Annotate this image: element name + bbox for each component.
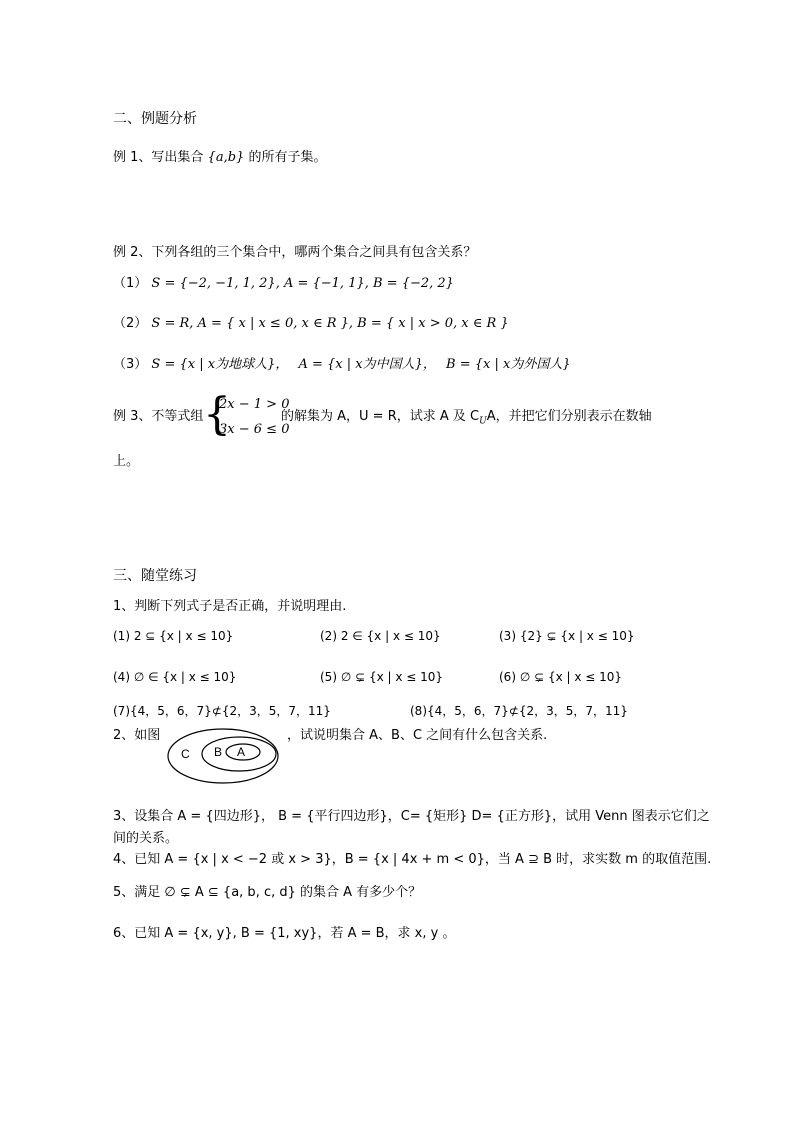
question-1-item-8: (8){4，5，6，7}⊄{2，3，5，7，11}: [410, 704, 628, 718]
complement-subscript: U: [479, 416, 487, 427]
example-1: [113, 149, 326, 167]
item-1-math: S = {−2, −1, 1, 2}, A = {−1, 1}, B = {−2, 2}: [151, 276, 454, 291]
question-3-line-1: 3、设集合 A = {四边形}， B = {平行四边形}，C= {矩形} D= {正方形}，试用 Venn 图表示它们之: [113, 809, 710, 824]
item-2-math: S = R, A = { x | x ≤ 0, x ∈ R }, B = { x | x > 0, x ∈ R }: [151, 316, 509, 331]
venn-label-c: C: [181, 747, 190, 761]
question-1-item-2: (2) 2 ∈ {x | x ≤ 10}: [320, 629, 441, 643]
venn-label-b: B: [214, 745, 223, 759]
system-brace: {: [203, 389, 231, 440]
question-2-prefix: 2、如图: [113, 728, 161, 743]
example-1-set: {a,b}: [207, 150, 245, 165]
question-4: 4、已知 A = {x | x < −2 或 x > 3}，B = {x | 4x + m < 0}，当 A ⊇ B 时，求实数 m 的取值范围.: [113, 852, 712, 867]
example-2-stem: 例 2、下列各组的三个集合中，哪两个集合之间具有包含关系？: [113, 245, 477, 260]
question-1-stem: 1、判断下列式子是否正确，并说明理由.: [113, 599, 347, 614]
question-1-item-4: (4) ∅ ∈ {x | x ≤ 10}: [113, 670, 237, 684]
question-6: 6、已知 A = {x, y}, B = {1, xy}，若 A = B，求 x, y 。: [113, 926, 456, 941]
question-3-line-2: 间的关系。: [113, 831, 179, 846]
item-3-s: S = {x | x为地球人}，: [151, 357, 289, 372]
question-1-item-7: (7){4，5，6，7}⊄{2，3，5，7，11}: [113, 704, 331, 718]
example-1-prefix: 例 1、写出集合: [113, 150, 204, 165]
question-1-item-3: (3) {2} ⊊ {x | x ≤ 10}: [499, 629, 635, 643]
question-1-item-6: (6) ∅ ⊊ {x | x ≤ 10}: [499, 670, 623, 684]
question-2-suffix: ，试说明集合 A、B、C 之间有什么包含关系.: [287, 728, 548, 743]
inequality-1: 2x − 1 > 0: [219, 397, 290, 412]
example-2-item-3: [113, 356, 571, 374]
example-1-suffix: 的所有子集。: [248, 150, 327, 165]
example-3-text-2: A，并把它们分别表示在数轴: [486, 409, 652, 424]
examples-heading: 二、例题分析: [113, 111, 197, 127]
item-3-label: （3）: [113, 357, 148, 372]
item-3-a: A = {x | x为中国人}，: [298, 357, 436, 372]
venn-diagram: [166, 727, 280, 785]
item-1-label: （1）: [113, 276, 148, 291]
example-2-item-2: [113, 315, 509, 333]
venn-label-a: A: [237, 745, 246, 759]
practice-heading: 三、随堂练习: [113, 568, 197, 584]
question-5: 5、满足 ∅ ⊊ A ⊆ {a, b, c, d} 的集合 A 有多少个？: [113, 885, 422, 900]
example-3-line-2: 上。: [113, 454, 140, 469]
item-2-label: （2）: [113, 316, 148, 331]
question-1-item-5: (5) ∅ ⊊ {x | x ≤ 10}: [320, 670, 444, 684]
example-3-text-1: 的解集为 A，U = R，试求 A 及 C: [281, 409, 480, 424]
question-1-item-1: (1) 2 ⊆ {x | x ≤ 10}: [113, 629, 234, 643]
item-3-b: B = {x | x为外国人}: [446, 357, 571, 372]
example-2-item-1: [113, 275, 454, 293]
example-3-text: [281, 408, 652, 431]
inequality-2: 3x − 6 ≤ 0: [219, 422, 290, 437]
example-3-prefix: 例 3、不等式组: [113, 409, 204, 424]
